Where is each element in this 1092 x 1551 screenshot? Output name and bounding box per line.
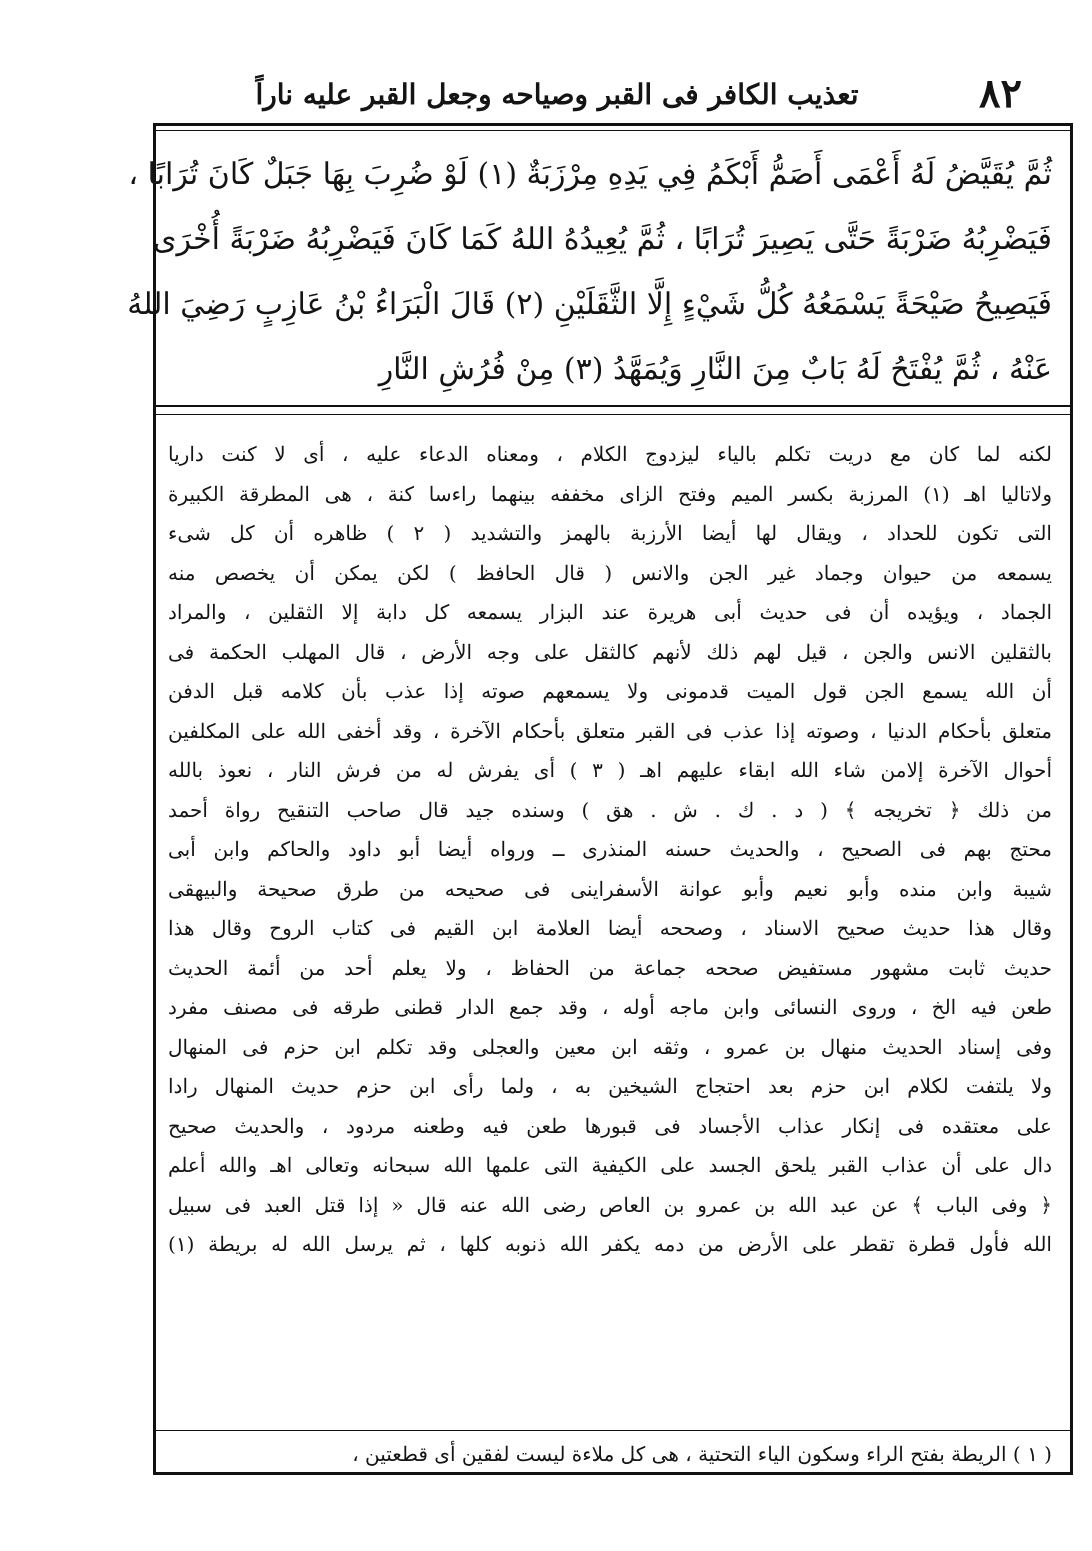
- commentary-line: وقال هذا حديث صحيح الاسناد ، وصححه أيضا العلامة ابن القيم فى كتاب الروح وقال هذا: [168, 916, 1052, 940]
- commentary-line: متعلق بأحكام الدنيا ، وصوته إذا عذب فى القبر متعلق بأحكام الآخرة ، وقد أخفى الله على المكلفين: [168, 718, 1052, 743]
- hadith-line: ثُمَّ يُقَيَّضُ لَهُ أَعْمَى أَصَمُّ أَبْكَمُ فِي يَدِهِ مِرْزَبَةٌ (١) لَوْ ضُرِبَ بِهَا جَبَلٌ كَانَ تُرَابًا ،: [128, 157, 1052, 192]
- hadith-line: فَيَصِيحُ صَيْحَةً يَسْمَعُهُ كُلُّ شَيْءٍ إِلَّا الثَّقَلَيْنِ (٢) قَالَ الْبَرَاءُ بْنُ عَازِبٍ رَضِيَ اللهُ: [127, 287, 1052, 322]
- commentary-line: محتج بهم فى الصحيح ، والحديث حسنه المنذرى ــ ورواه أيضا أبو داود والحاكم وابن أبى: [168, 837, 1052, 861]
- page-number: ٨٢: [979, 70, 1022, 117]
- hadith-separator-rule: [153, 405, 1073, 407]
- commentary-line: التى تكون للحداد ، ويقال لها أيضا الأرزبة بالهمز والتشديد ( ٢ ) ظاهره أن كل شىء: [168, 521, 1052, 545]
- commentary-line: ولا يلتفت لكلام ابن حزم بعد احتجاج الشيخين به ، ولما رأى ابن حزم حديث المنهال رادا: [168, 1074, 1052, 1098]
- frame-bottom-rule: [153, 1472, 1073, 1475]
- frame-top-inner-rule: [153, 130, 1073, 131]
- commentary-line: الجماد ، ويؤيده أن فى حديث أبى هريرة عند البزار يسمعه كل دابة إلا الثقلين ، والمراد: [168, 600, 1052, 624]
- hadith-text: [127, 142, 1052, 404]
- hadith-separator-inner-rule: [153, 414, 1073, 415]
- commentary-line: ﴿ وفى الباب ﴾ عن عبد الله بن عمرو بن العاص رضى الله عنه قال « إذا قتل العبد فى سبيل: [168, 1192, 1052, 1217]
- hadith-line: عَنْهُ ، ثُمَّ يُفْتَحُ لَهُ بَابٌ مِنَ النَّارِ وَيُمَهَّدُ (٣) مِنْ فُرُشِ النَّارِ: [378, 352, 1052, 387]
- commentary-line: شيبة وابن منده وأبو نعيم وأبو عوانة الأسفراينى فى صحيحه من طرق صحيحة والبيهقى: [168, 876, 1052, 901]
- commentary-line: لكنه لما كان مع دريت تكلم بالياء ليزدوج الكلام ، ومعناه الدعاء عليه ، أى لا كنت داريا: [168, 442, 1052, 466]
- commentary-line: دال على أن عذاب القبر يلحق الجسد على الكيفية التى علمها الله سبحانه وتعالى اهـ والله أعلم: [168, 1153, 1052, 1177]
- footnote: ( ١ ) الريطة بفتح الراء وسكون الياء التحتية ، هى كل ملاءة ليست لفقين أى قطعتين ،: [352, 1442, 1052, 1466]
- running-title: تعذيب الكافر فى القبر وصياحه وجعل القبر عليه ناراً: [255, 77, 859, 111]
- frame-top-rule: [153, 123, 1073, 126]
- commentary-line: على معتقده فى إنكار عذاب الأجساد فى قبورها طعن فيه وطعنه مردود ، والحديث صحيح: [168, 1113, 1052, 1138]
- commentary-line: وفى إسناد الحديث منهال بن عمرو ، وثقه ابن معين والعجلى وقد تكلم ابن حزم فى المنهال: [168, 1034, 1052, 1059]
- commentary-line: من ذلك ﴿ تخريجه ﴾ ( د . ك . ش . هق ) وسنده جيد قال صاحب التنقيح رواة أحمد: [168, 797, 1052, 822]
- commentary-text: [168, 435, 1052, 1435]
- commentary-line: أن الله يسمع الجن قول الميت قدمونى ولا يسمعهم صوته إذا عذب بأن كلامه قبل الدفن: [168, 679, 1052, 703]
- page-header: [172, 70, 1022, 117]
- hadith-line: فَيَضْرِبُهُ ضَرْبَةً حَتَّى يَصِيرَ تُرَابًا ، ثُمَّ يُعِيدُهُ اللهُ كَمَا كَانَ فَيَضْرِبُهُ ضَرْبَةً أُخْرَى: [153, 222, 1052, 257]
- frame-right-rule: [1070, 123, 1073, 1475]
- commentary-line: حديث ثابت مشهور مستفيض صححه جماعة من الحفاظ ، ولا يعلم أحد من أئمة الحديث: [168, 955, 1052, 980]
- commentary-line: أحوال الآخرة إلامن شاء الله ابقاء عليهم اهـ ( ٣ ) أى يفرش له من فرش النار ، نعوذ بالله: [168, 758, 1053, 782]
- commentary-line: بالثقلين الانس والجن ، قيل لهم ذلك لأنهم كالثقل على وجه الأرض ، قال المهلب الحكمة فى: [168, 639, 1052, 664]
- commentary-line: الله فأول قطرة تقطر على الأرض من دمه يكفر الله ذنوبه كلها ، ثم يرسل الله له بريطة (١): [168, 1232, 1052, 1256]
- commentary-line: يسمعه من حيوان وجماد غير الجن والانس ( قال الحافظ ) لكن يمكن أن يخصص منه: [168, 560, 1052, 585]
- commentary-line: ولاتاليا اهـ (١) المرزبة بكسر الميم وفتح الزاى مخففه بينهما راءسا كنة ، هى المطرقة الكبيرة: [168, 481, 1052, 506]
- commentary-line: طعن فيه الخ ، وروى النسائى وابن ماجه أوله ، وقد جمع الدار قطنى طرقه فى مصنف مفرد: [168, 995, 1052, 1019]
